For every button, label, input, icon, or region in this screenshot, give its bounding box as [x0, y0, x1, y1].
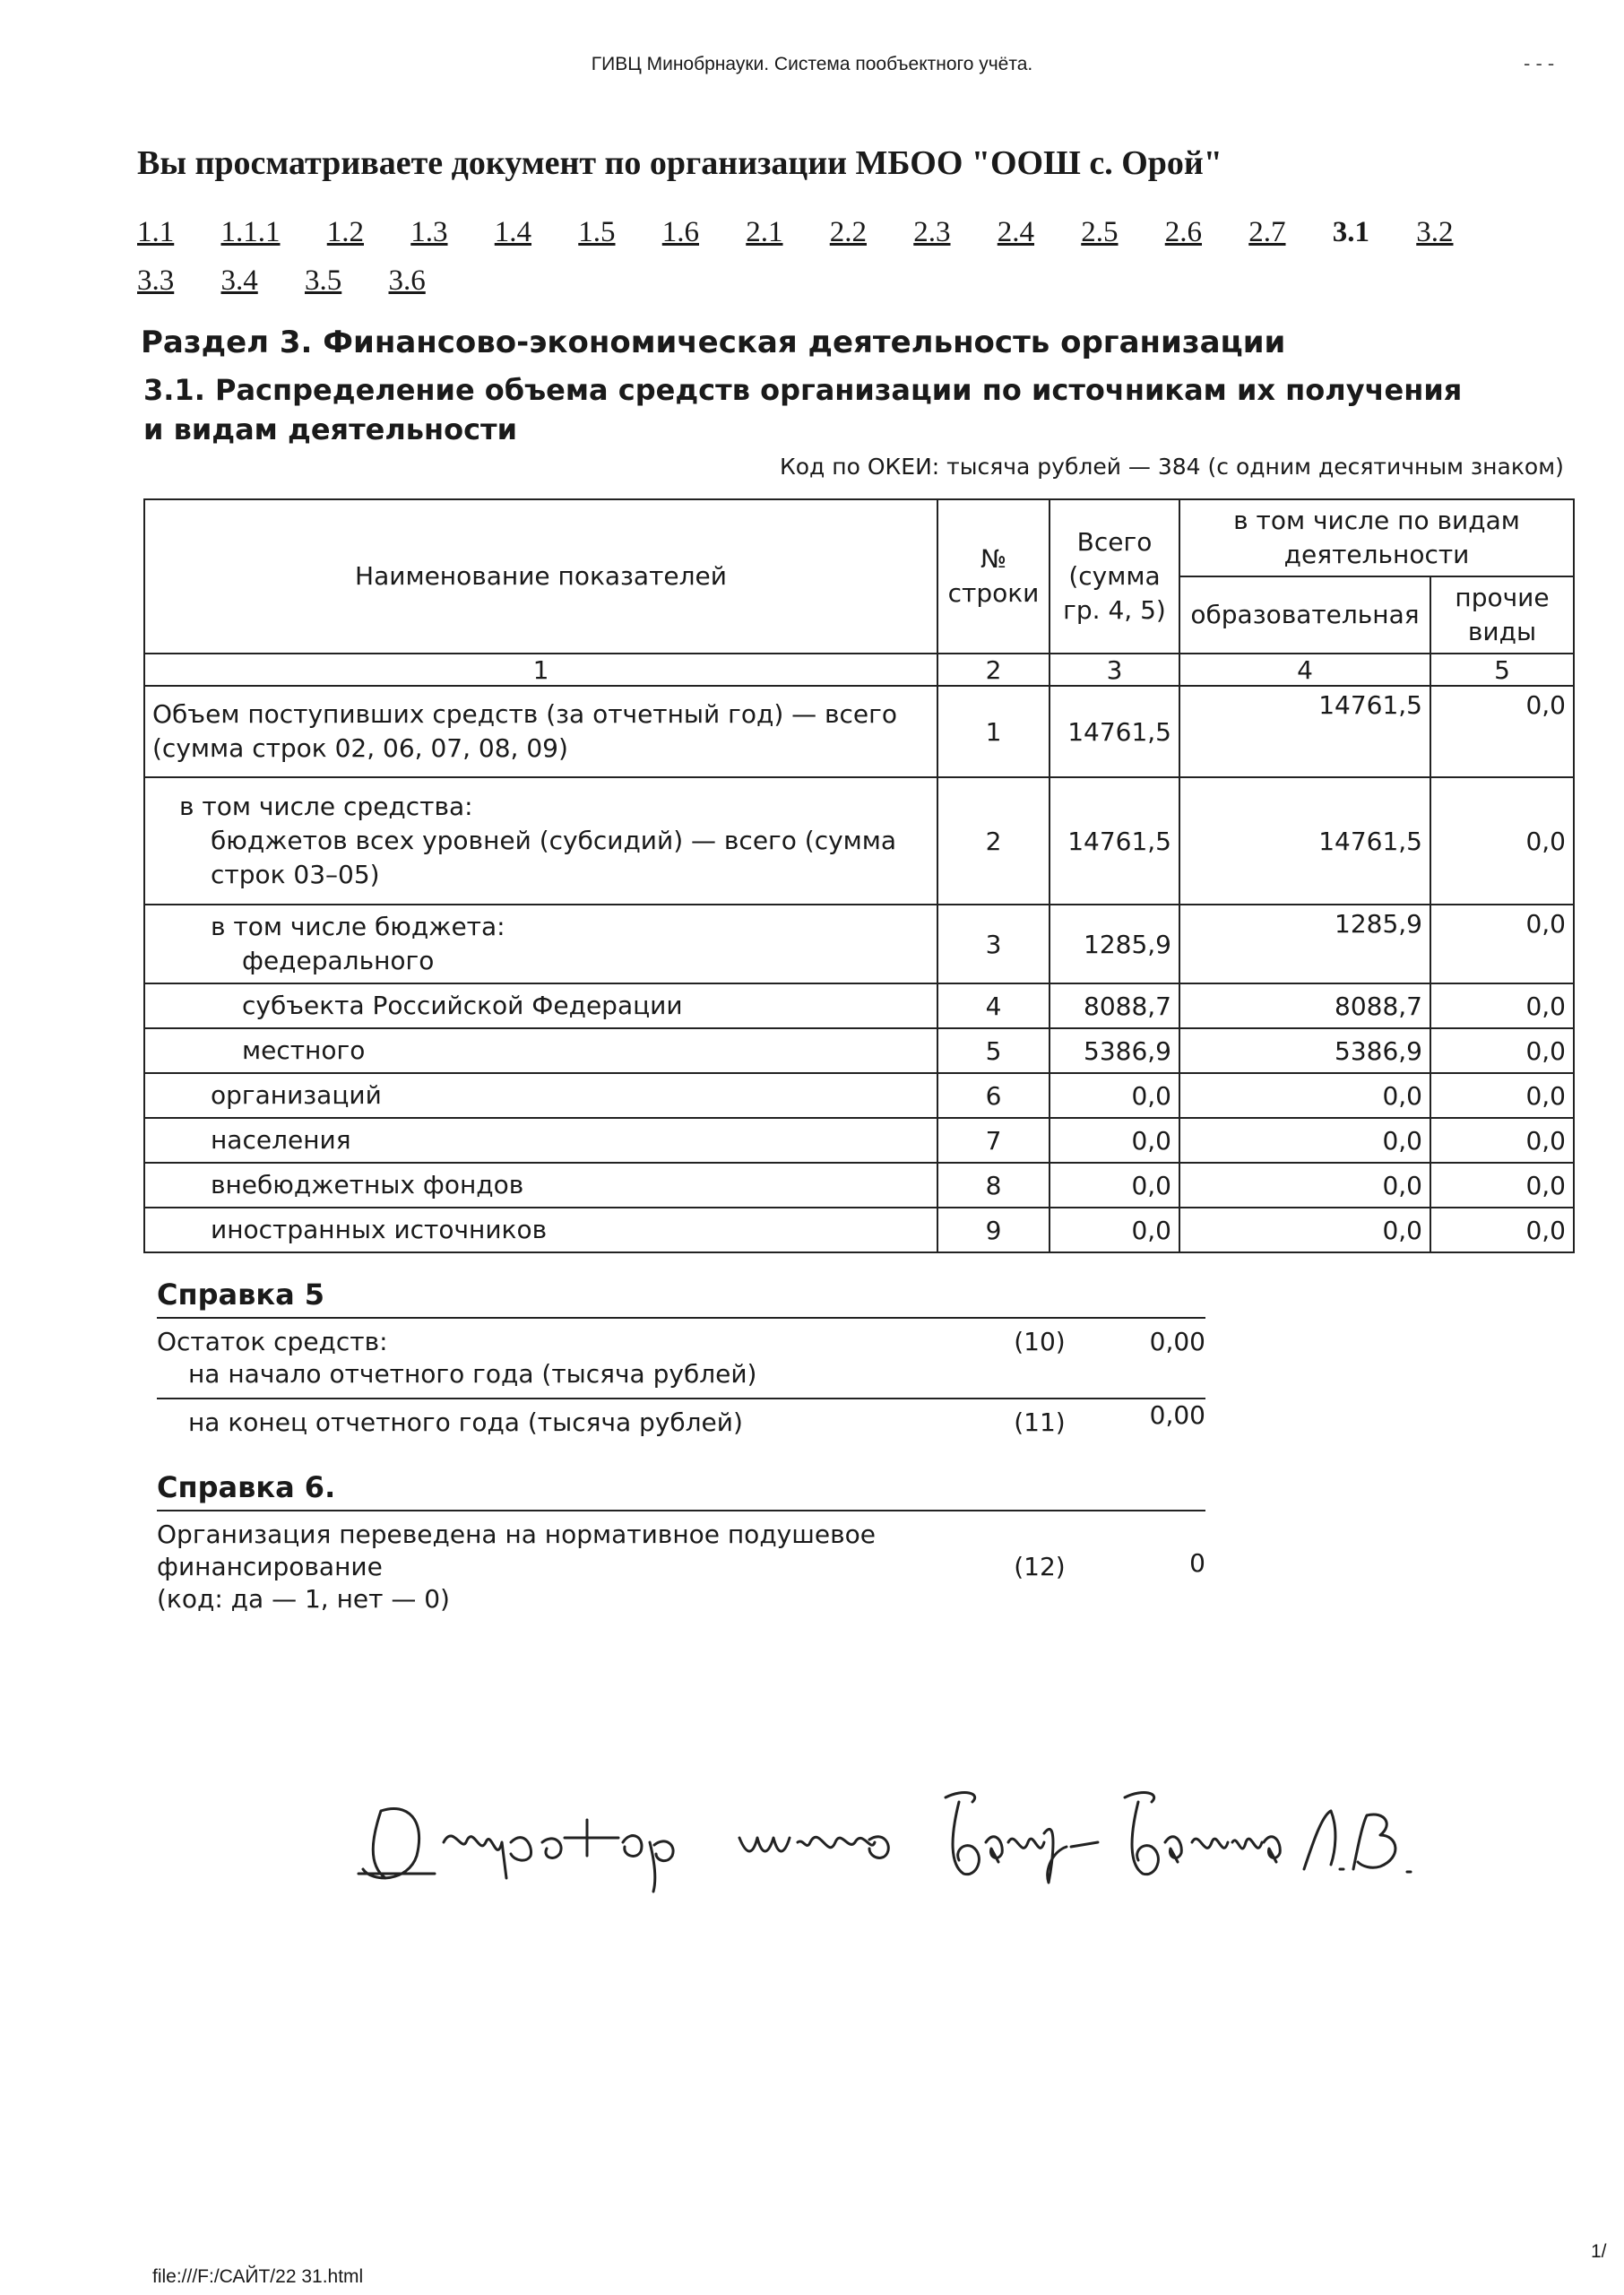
- row-total: 14761,5: [1050, 777, 1179, 905]
- nav-link-2-1[interactable]: 2.1: [746, 216, 783, 248]
- row-total: 14761,5: [1050, 686, 1179, 777]
- table-row: [144, 983, 1574, 1028]
- nav-link-2-7[interactable]: 2.7: [1248, 216, 1286, 248]
- row-name-text: субъекта Российской Федерации: [242, 991, 683, 1020]
- row-name: [144, 1028, 937, 1073]
- note-5-row-end-value: 0,00: [1149, 1400, 1205, 1430]
- row-name-text: местного: [242, 1035, 366, 1065]
- row-name: [144, 1118, 937, 1163]
- row-name: [144, 1073, 937, 1118]
- note-5-row-start-value: 0,00: [1149, 1327, 1205, 1356]
- nav-link-2-5[interactable]: 2.5: [1081, 216, 1119, 248]
- nav-link-1-6[interactable]: 1.6: [661, 216, 699, 248]
- row-number: 4: [937, 983, 1050, 1028]
- row-name-text: населения: [211, 1125, 351, 1155]
- header-row-number: № строки: [937, 499, 1050, 654]
- table-row: [144, 905, 1574, 983]
- nav-link-1-4[interactable]: 1.4: [494, 216, 531, 248]
- column-index: 5: [1430, 654, 1574, 686]
- row-name-text: иностранных источников: [211, 1215, 548, 1244]
- nav-link-1-1[interactable]: 1.1: [137, 216, 175, 248]
- subsection-title: 3.1. Распределение объема средств организации по источникам их получения и видам деятельности: [143, 373, 1463, 446]
- row-total: 0,0: [1050, 1073, 1179, 1118]
- note-5-row-end: [157, 1399, 1205, 1446]
- row-educational: 0,0: [1179, 1163, 1430, 1208]
- note-5-row-start-code: (10): [1014, 1327, 1066, 1356]
- note-6-label: Организация переведена на нормативное подушевое финансирование: [157, 1520, 876, 1581]
- nav-link-1-2[interactable]: 1.2: [326, 216, 364, 248]
- note-5-row-start-label: на начало отчетного года (тысяча рублей): [188, 1359, 757, 1389]
- row-total: 8088,7: [1050, 983, 1179, 1028]
- nav-link-2-3[interactable]: 2.3: [913, 216, 951, 248]
- row-number: 9: [937, 1208, 1050, 1252]
- note-6-hint: (код: да — 1, нет — 0): [157, 1584, 450, 1614]
- row-name: [144, 983, 937, 1028]
- note-5: [157, 1277, 1205, 1446]
- nav-link-1-3[interactable]: 1.3: [410, 216, 448, 248]
- page-header: ГИВЦ Минобрнауки. Система пообъектного учёта.: [591, 54, 1033, 74]
- column-index: 1: [144, 654, 937, 686]
- header-educational: образовательная: [1179, 576, 1430, 654]
- nav-link-1-1-1[interactable]: 1.1.1: [220, 216, 281, 248]
- table-row: [144, 1028, 1574, 1073]
- footer-page-number: 1/: [1591, 2241, 1607, 2262]
- note-5-title: Справка 5: [157, 1277, 1205, 1319]
- row-number: 7: [937, 1118, 1050, 1163]
- row-educational: 14761,5: [1179, 777, 1430, 905]
- row-number: 3: [937, 905, 1050, 983]
- row-total: 0,0: [1050, 1118, 1179, 1163]
- nav-link-1-5[interactable]: 1.5: [578, 216, 616, 248]
- row-educational: 5386,9: [1179, 1028, 1430, 1073]
- nav-link-3-2[interactable]: 3.2: [1416, 216, 1454, 248]
- table-row: [144, 1163, 1574, 1208]
- header-mark: - - -: [1524, 52, 1555, 74]
- row-number: 2: [937, 777, 1050, 905]
- finance-table: [143, 498, 1575, 1253]
- row-educational: 0,0: [1179, 1208, 1430, 1252]
- table-row: [144, 1208, 1574, 1252]
- row-educational: 14761,5: [1179, 686, 1430, 777]
- footer-file-path: file:///F:/САЙТ/22 31.html: [152, 2266, 364, 2287]
- row-name: [144, 1163, 937, 1208]
- nav-link-3-4[interactable]: 3.4: [220, 264, 258, 297]
- row-total: 0,0: [1050, 1208, 1179, 1252]
- header-total: Всего (сумма гр. 4, 5): [1050, 499, 1179, 654]
- okei-code-note: Код по ОКЕИ: тысяча рублей — 384 (с одним десятичным знаком): [780, 454, 1564, 480]
- note-5-row-end-code: (11): [1014, 1407, 1066, 1437]
- row-name-prefix: в том числе бюджета:: [211, 912, 505, 941]
- header-other: прочие виды: [1430, 576, 1574, 654]
- row-name: [144, 905, 937, 983]
- row-other: 0,0: [1430, 1208, 1574, 1252]
- row-other: 0,0: [1430, 1028, 1574, 1073]
- row-other: 0,0: [1430, 1073, 1574, 1118]
- row-total: 0,0: [1050, 1163, 1179, 1208]
- row-total: 1285,9: [1050, 905, 1179, 983]
- note-6: [157, 1470, 1205, 1623]
- nav-link-2-4[interactable]: 2.4: [997, 216, 1034, 248]
- header-by-activity: в том числе по видам деятельности: [1179, 499, 1574, 576]
- section-title: Раздел 3. Финансово-экономическая деятельность организации: [141, 325, 1286, 360]
- handwritten-signature: [354, 1744, 1519, 1901]
- header-indicator-name: Наименование показателей: [144, 499, 937, 654]
- note-6-code: (12): [1014, 1552, 1066, 1581]
- row-educational: 0,0: [1179, 1118, 1430, 1163]
- row-name-text: организаций: [211, 1080, 382, 1110]
- document-title: Вы просматриваете документ по организации МБОО "ООШ с. Орой": [137, 144, 1222, 182]
- column-index: 2: [937, 654, 1050, 686]
- row-other: 0,0: [1430, 1118, 1574, 1163]
- row-other: 0,0: [1430, 686, 1574, 777]
- note-5-row-start: [157, 1319, 1205, 1399]
- table-row: [144, 1073, 1574, 1118]
- row-name: [144, 777, 937, 905]
- column-index: 4: [1179, 654, 1430, 686]
- signature-text: Директор школы Банг- Банина Л.В.: [354, 1744, 623, 1761]
- note-5-row-end-label: на конец отчетного года (тысяча рублей): [188, 1407, 743, 1437]
- nav-link-3-6[interactable]: 3.6: [388, 264, 426, 297]
- row-educational: 8088,7: [1179, 983, 1430, 1028]
- note-5-label: Остаток средств:: [157, 1327, 388, 1356]
- row-name-prefix: в том числе средства:: [179, 792, 473, 821]
- row-other: 0,0: [1430, 905, 1574, 983]
- row-other: 0,0: [1430, 1163, 1574, 1208]
- row-name-text: федерального: [242, 946, 435, 975]
- nav-current-3-1: 3.1: [1332, 216, 1369, 248]
- nav-link-3-5[interactable]: 3.5: [305, 264, 342, 297]
- row-name-text: внебюджетных фондов: [211, 1170, 524, 1199]
- row-other: 0,0: [1430, 983, 1574, 1028]
- note-6-title: Справка 6.: [157, 1470, 1205, 1511]
- row-number: 8: [937, 1163, 1050, 1208]
- row-other: 0,0: [1430, 777, 1574, 905]
- nav-link-2-6[interactable]: 2.6: [1164, 216, 1202, 248]
- row-name: [144, 1208, 937, 1252]
- row-number: 5: [937, 1028, 1050, 1073]
- row-name: Объем поступивших средств (за отчетный год) — всего (сумма строк 02, 06, 07, 08, 09): [144, 686, 937, 777]
- note-6-row: [157, 1511, 1205, 1623]
- row-name-text: бюджетов всех уровней (субсидий) — всего (сумма строк 03–05): [211, 826, 897, 889]
- row-number: 1: [937, 686, 1050, 777]
- table-row: [144, 777, 1574, 905]
- note-6-value: 0: [1189, 1548, 1205, 1578]
- row-educational: 1285,9: [1179, 905, 1430, 983]
- section-nav: [137, 208, 1544, 305]
- table-row: [144, 1118, 1574, 1163]
- row-total: 5386,9: [1050, 1028, 1179, 1073]
- column-index: 3: [1050, 654, 1179, 686]
- row-educational: 0,0: [1179, 1073, 1430, 1118]
- nav-link-3-3[interactable]: 3.3: [137, 264, 175, 297]
- table-row: [144, 686, 1574, 777]
- row-number: 6: [937, 1073, 1050, 1118]
- nav-link-2-2[interactable]: 2.2: [829, 216, 867, 248]
